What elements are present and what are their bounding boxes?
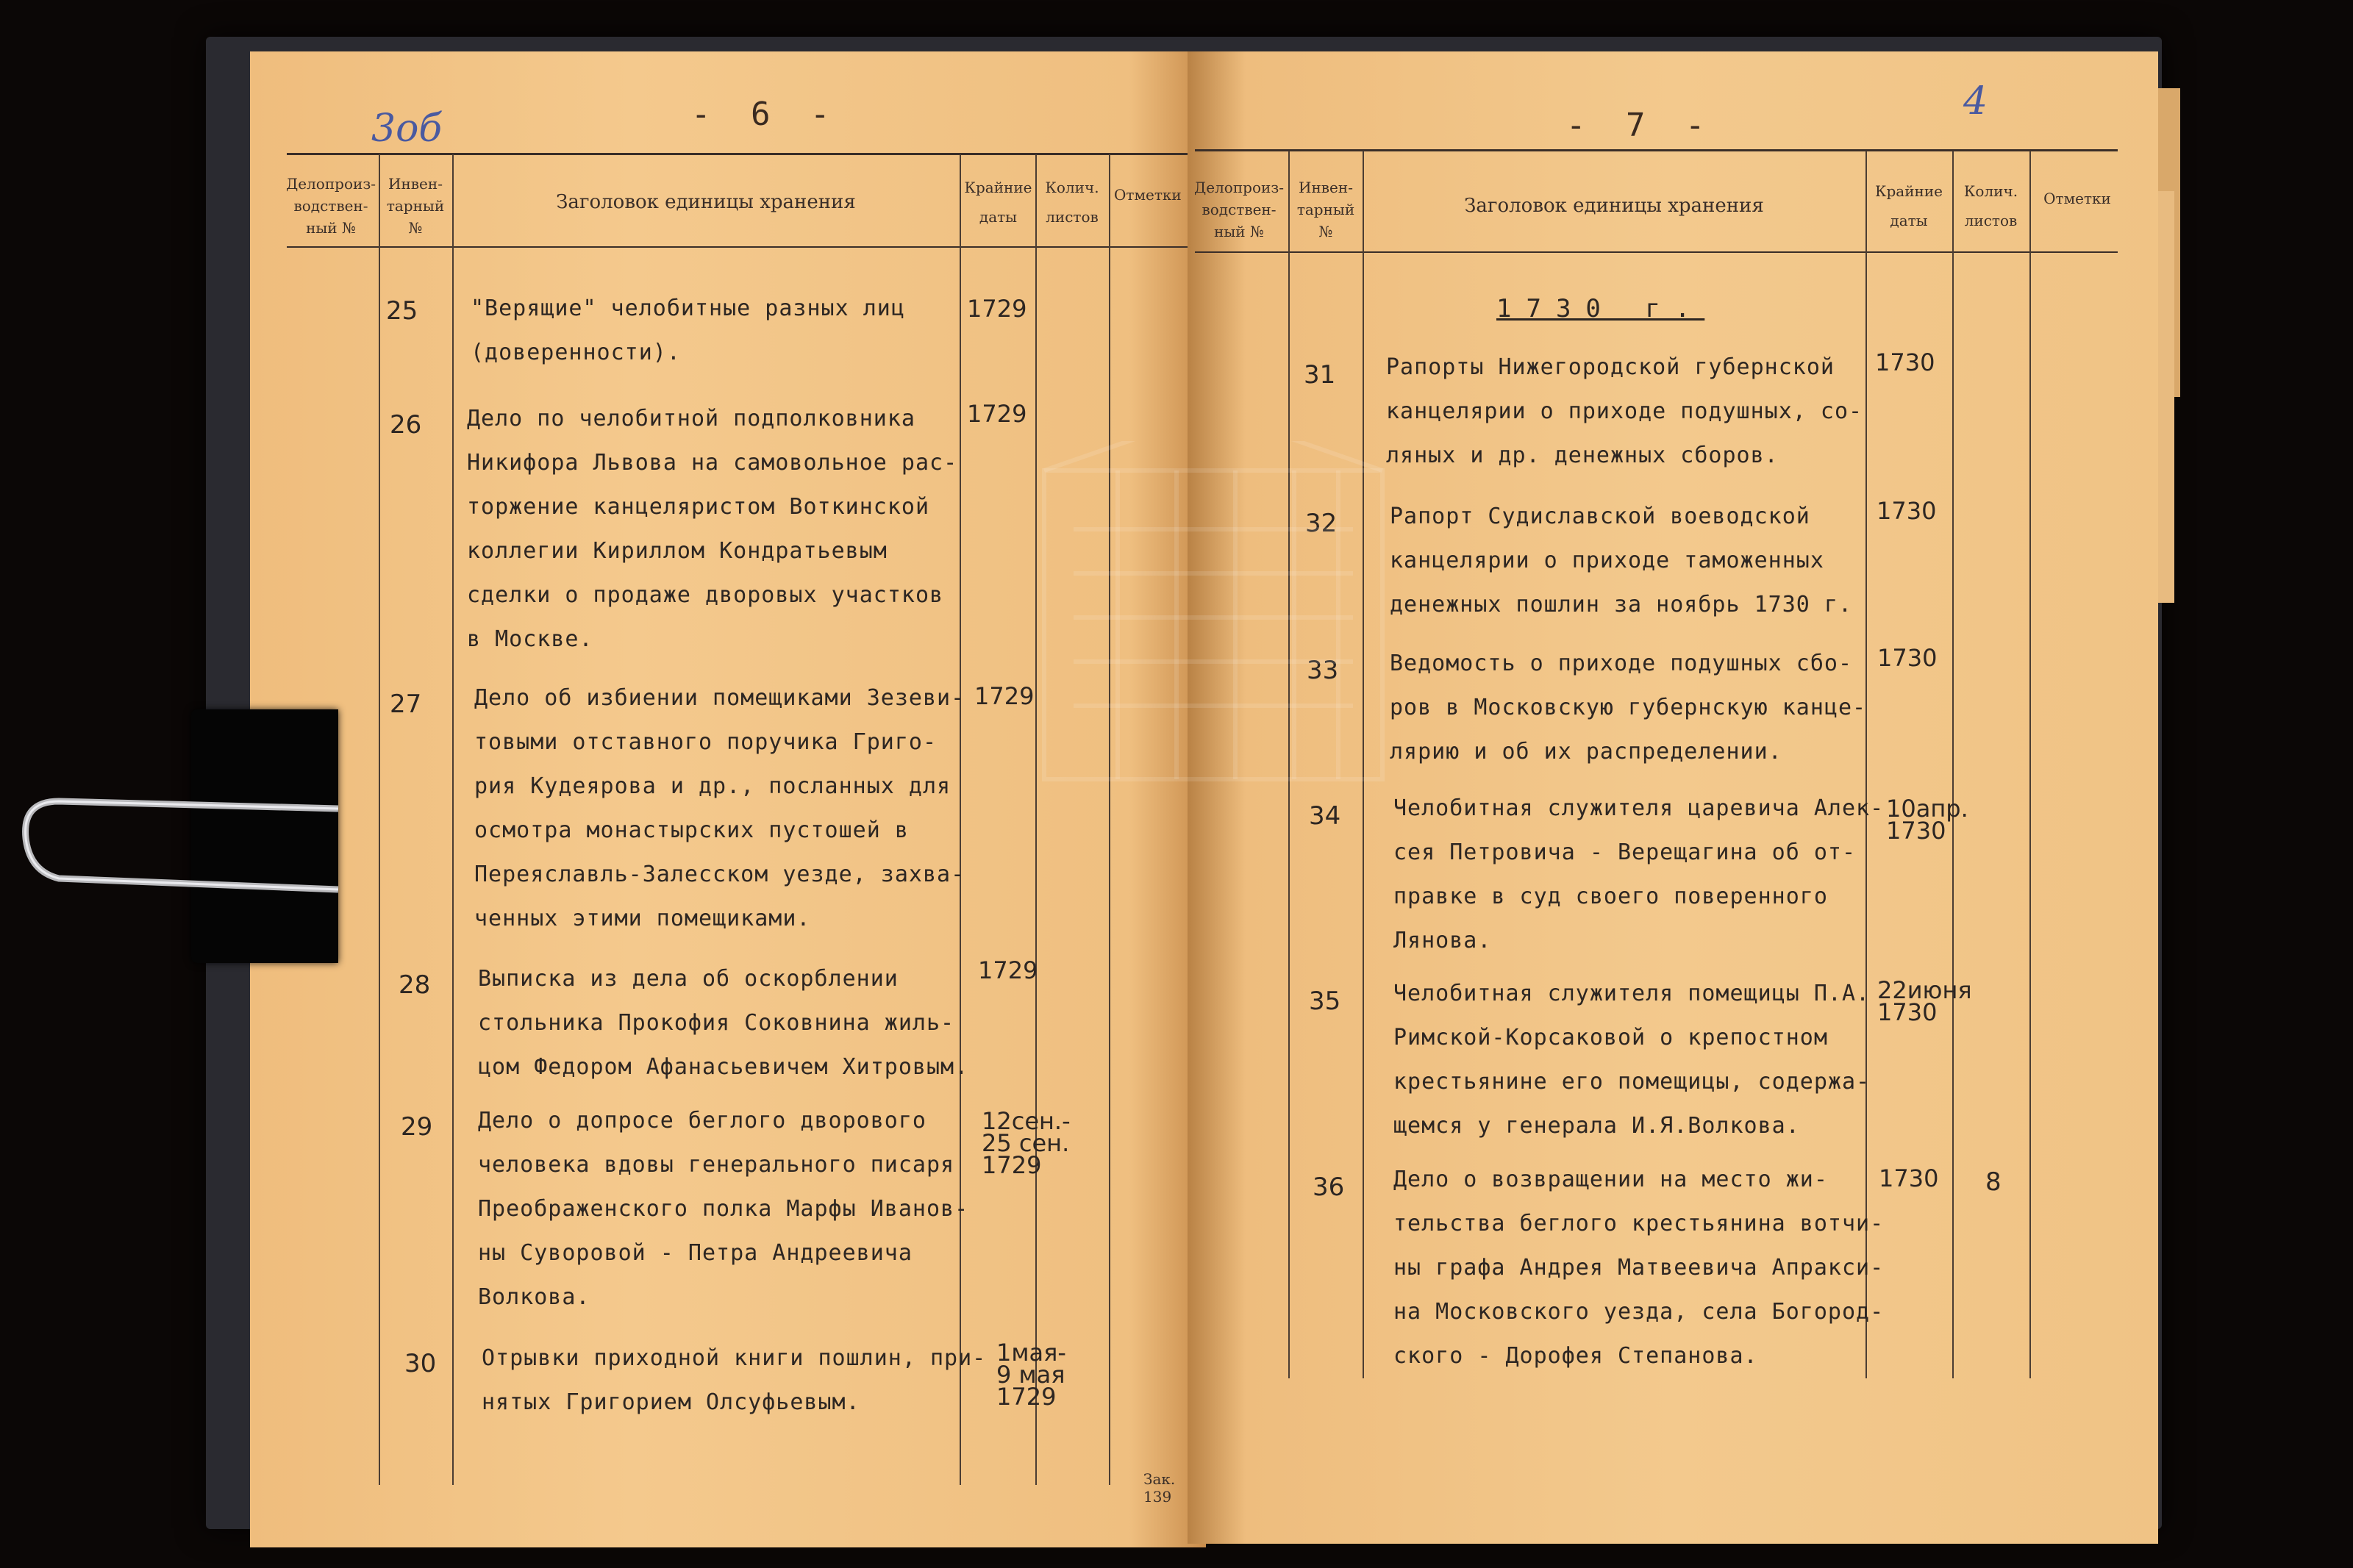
unit-title: Дело об избиении помещиками Зезеви- товыми отставного поручика Григо- рия Кудеярова и др., посланных для осмотра монастырских пустошей в Переяславль-Залесском уезде, захва- ченных этими помещиками. bbox=[474, 685, 965, 931]
column-divider bbox=[1363, 151, 1364, 1378]
unit-dates: 22июня 1730 bbox=[1877, 976, 1972, 1026]
unit-dates: 12сен.- 25 сен. 1729 bbox=[982, 1107, 1071, 1179]
unit-title: Выписка из дела об оскорблении стольника Прокофия Соковнина жиль- цом Федором Афанасьевичем Хитровым. bbox=[478, 966, 969, 1080]
left-page bbox=[250, 51, 1206, 1547]
column-divider bbox=[379, 154, 380, 1485]
unit-title: Ведомость о приходе подушных сбо- ров в Московскую губернскую канце- лярию и об их распределении. bbox=[1390, 651, 1867, 765]
unit-title: "Верящие" челобитные разных лиц (доверенности). bbox=[471, 296, 905, 365]
year-heading: 1730 г. bbox=[1496, 294, 1705, 323]
inventory-number: 35 bbox=[1309, 987, 1341, 1016]
column-divider bbox=[1952, 151, 1954, 1378]
unit-title: Рапорты Нижегородской губернской канцелярии о приходе подушных, со- ляных и др. денежных сборов. bbox=[1386, 354, 1863, 468]
unit-dates: 1мая- 9 мая 1729 bbox=[996, 1339, 1066, 1411]
header-dates: Крайние даты bbox=[964, 179, 1032, 226]
inventory-number: 36 bbox=[1313, 1173, 1345, 1202]
column-divider bbox=[452, 154, 454, 1485]
inventory-number: 34 bbox=[1309, 801, 1341, 831]
header-notes: Отметки bbox=[2043, 190, 2111, 207]
right-page bbox=[1188, 51, 2158, 1544]
unit-dates: 1729 bbox=[967, 400, 1027, 428]
unit-title: Дело о допросе беглого дворового человека вдовы генерального писаря Преображенского полка Марфы Иванов- ны Суворовой - Петра Андреевича Волкова. bbox=[478, 1108, 969, 1310]
inventory-number: 25 bbox=[386, 296, 418, 326]
table-top-rule bbox=[287, 153, 1206, 155]
inventory-number: 27 bbox=[390, 690, 422, 719]
inventory-number: 26 bbox=[390, 410, 422, 440]
table-top-rule bbox=[1195, 149, 2118, 151]
header-notes: Отметки bbox=[1114, 186, 1182, 204]
inventory-number: 29 bbox=[401, 1112, 433, 1142]
order-number-footer: Зак. 139 bbox=[1143, 1470, 1176, 1506]
column-divider bbox=[1109, 154, 1110, 1485]
unit-dates: 1730 bbox=[1875, 348, 1935, 376]
unit-dates: 1729 bbox=[974, 682, 1035, 710]
unit-dates: 1729 bbox=[967, 295, 1027, 323]
unit-title: Дело по челобитной подполковника Никифора Львова на самовольное рас- торжение канцеляристом Воткинской коллегии Кириллом Кондратьевым сделки о продаже дворовых участков в Москве. bbox=[467, 406, 958, 652]
inventory-number: 28 bbox=[399, 970, 431, 1000]
archive-sheet-number: 3об bbox=[371, 107, 443, 151]
unit-dates: 1730 bbox=[1879, 1164, 1939, 1192]
header-bottom-rule bbox=[287, 246, 1206, 248]
inventory-number: 31 bbox=[1304, 360, 1336, 390]
unit-dates: 1730 bbox=[1877, 644, 1938, 672]
sheet-count: 8 bbox=[1985, 1167, 2002, 1197]
header-title: Заголовок единицы хранения bbox=[1464, 195, 1764, 217]
column-divider bbox=[1288, 151, 1290, 1378]
protruding-sheet-edge bbox=[2158, 191, 2174, 603]
header-dates: Крайние даты bbox=[1874, 182, 1943, 229]
unit-title: Отрывки приходной книги пошлин, при- нятых Григорием Олсуфьевым. bbox=[482, 1345, 987, 1415]
page-number: - 7 - bbox=[1566, 107, 1715, 144]
header-inventory-number: Инвен- тарный № bbox=[1296, 179, 1355, 240]
inventory-number: 32 bbox=[1305, 509, 1338, 538]
archive-sheet-number: 4 bbox=[1963, 79, 1988, 123]
header-case-number: Делопроиз- водствен- ный № bbox=[1193, 179, 1284, 240]
column-divider bbox=[2029, 151, 2031, 1378]
unit-title: Рапорт Судиславской воеводской канцелярии о приходе таможенных денежных пошлин за ноябрь 1730 г. bbox=[1390, 504, 1853, 617]
unit-dates: 1729 bbox=[978, 956, 1038, 984]
header-sheets: Колич. листов bbox=[1963, 182, 2018, 229]
unit-title: Челобитная служителя царевича Алек- сея Петровича - Верещагина об от- правке в суд своего поверенного Лянова. bbox=[1393, 795, 1885, 953]
unit-title: Дело о возвращении на место жи- тельства беглого крестьянина вотчи- ны графа Андрея Матвеевича Апракси- на Московского уезда, села Богород- ского - Дорофея Степанова. bbox=[1393, 1167, 1885, 1369]
header-sheets: Колич. листов bbox=[1045, 179, 1099, 226]
binder-clip-handle bbox=[15, 779, 346, 919]
unit-title: Челобитная служителя помещицы П.А. Римской-Корсаковой о крепостном крестьянине его помещицы, содержа- щемся у генерала И.Я.Волкова. bbox=[1393, 981, 1871, 1139]
page-number: - 6 - bbox=[691, 96, 840, 133]
header-case-number: Делопроиз- водствен- ный № bbox=[285, 175, 376, 237]
unit-dates: 10апр. 1730 bbox=[1886, 795, 1968, 845]
inventory-number: 33 bbox=[1307, 656, 1339, 685]
header-bottom-rule bbox=[1195, 251, 2118, 253]
header-title: Заголовок единицы хранения bbox=[556, 191, 856, 213]
header-inventory-number: Инвен- тарный № bbox=[386, 175, 445, 237]
column-divider bbox=[1035, 154, 1037, 1485]
unit-dates: 1730 bbox=[1877, 497, 1937, 525]
inventory-number: 30 bbox=[404, 1349, 437, 1378]
